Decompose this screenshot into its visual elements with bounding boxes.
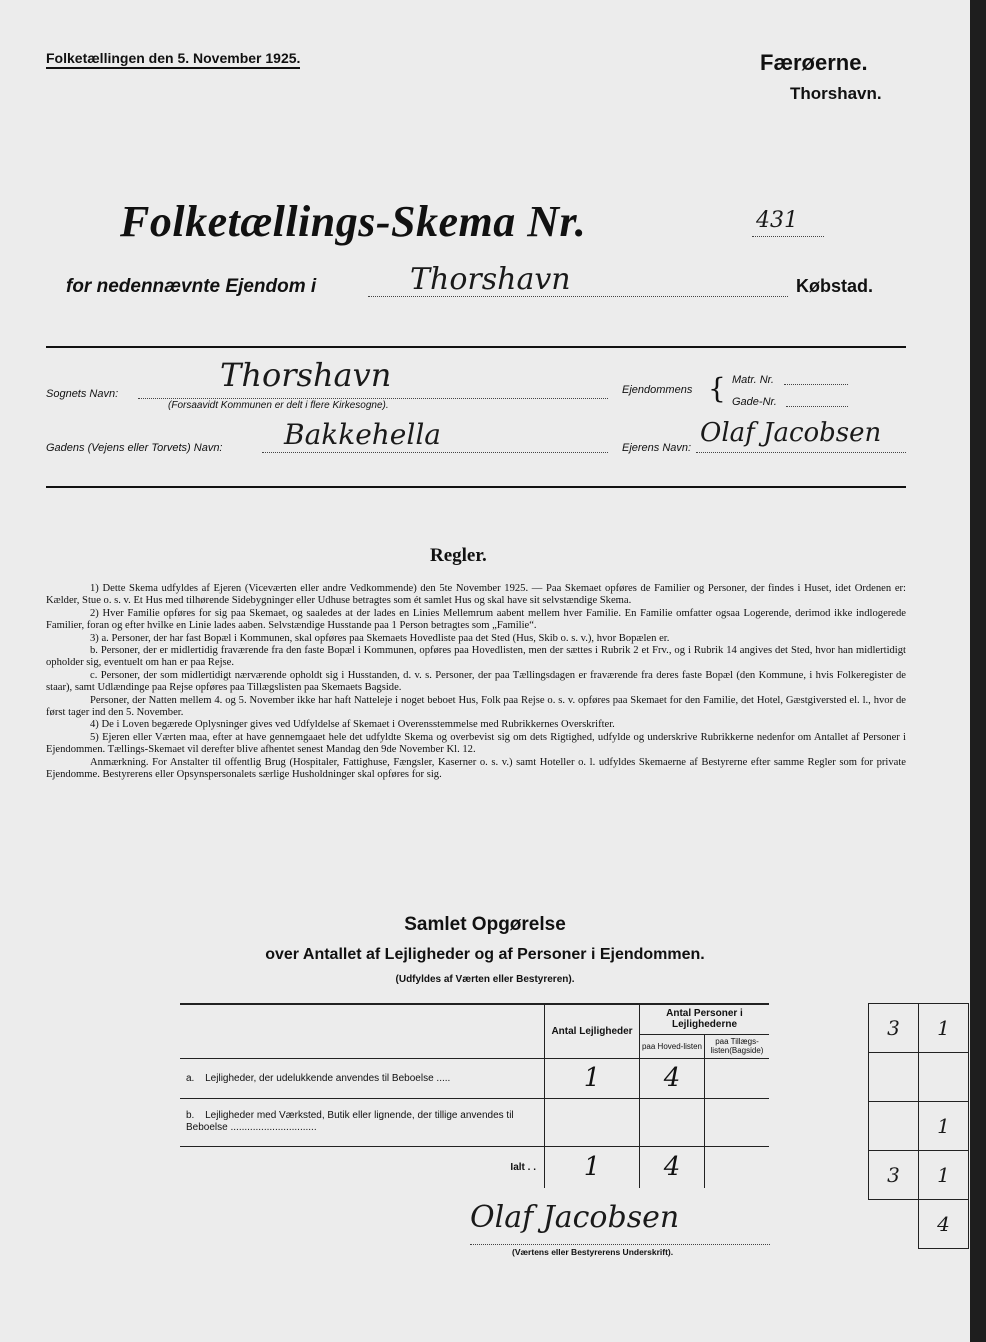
tally-cell: 1	[919, 1102, 969, 1151]
table-row	[180, 1098, 769, 1146]
tally-cell	[869, 1102, 919, 1151]
regler-paragraph: 1) Dette Skema udfyldes af Ejeren (Viceværten eller andre Vedkommende) den 5te November 1925. — Paa Skemaet opføres de Familier og Personer, der findes i Huset, idet Ordenen er: Kælder, Stue o. s. v. Et Hus med tilhørende Sidebygninger eller Udhuse betragtes som ét samlet Hus og skal have sit selvstændige Skema.	[46, 583, 906, 607]
table-row	[869, 1053, 969, 1102]
form-number: 431	[756, 208, 798, 233]
ialt-label: Ialt	[510, 1161, 525, 1173]
regler-paragraph: Anmærkning. For Anstalter til offentlig Brug (Hospitaler, Fattighuse, Fængsler, Kaserner o. s. v.) samt Hoteller o. l. udfyldes Skemaerne af Bestyrerne efter samme Regler som for private Ejendomme. Bestyrerens eller Opsynspersonalets særlige Husholdninger skal opføres for sig.	[46, 756, 906, 781]
ejer-line	[696, 452, 906, 453]
town-heading: Thorshavn.	[790, 84, 882, 103]
row-b-label: Lejligheder med Værksted, Butik eller lignende, der tillige anvendes til Beboelse	[186, 1110, 514, 1133]
row-b-lejligheder	[545, 1098, 640, 1146]
regler-paragraph: 3) a. Personer, der har fast Bopæl i Kommunen, skal opføres paa Skemaets Hovedliste paa det Sted (Hus, Skib o. s. v.), hvor Bopælen er.	[90, 632, 670, 644]
regler-text	[46, 583, 906, 782]
row-b-letter: b.	[186, 1110, 195, 1121]
row-b-label-cell	[180, 1098, 545, 1146]
matr-line	[784, 384, 848, 385]
summary-note: (Udfyldes af Værten eller Bestyreren).	[395, 974, 575, 985]
place-handwritten: Thorshavn	[410, 262, 571, 297]
ejendom-label: Ejendommens	[622, 384, 693, 396]
table-row	[869, 1200, 969, 1249]
row-a-lejligheder: 1	[545, 1058, 640, 1098]
table-row	[180, 1058, 769, 1098]
tally-cell: 1	[919, 1004, 969, 1053]
gade-nr-label: Gade-Nr.	[732, 396, 777, 408]
regler-paragraph: Personer, der Natten mellem 4. og 5. November ikke har haft Natteleje i noget beboet Hus, Folk paa Rejse o. s. v. opføres paa Skemaet for den Familie, det Hotel, Gæstgiversted el. l., hvor de først tager ind den 5. November.	[46, 694, 906, 719]
signature-caption: (Værtens eller Bestyrerens Underskrift).	[512, 1247, 674, 1257]
matr-label: Matr. Nr.	[732, 374, 774, 386]
region-heading: Færøerne.	[760, 50, 868, 75]
row-a-hoved: 4	[640, 1058, 705, 1098]
tally-cell: 4	[919, 1200, 969, 1249]
col-personer-header: Antal Personer i Lejlighederne	[640, 1004, 770, 1034]
census-date-line: Folketællingen den 5. November 1925.	[46, 50, 300, 69]
ejer-label: Ejerens Navn:	[622, 442, 692, 454]
ejendom-brace-icon: {	[708, 372, 726, 405]
row-a-label: Lejligheder, der udelukkende anvendes til Beboelse	[205, 1072, 434, 1084]
regler-paragraph: 4) De i Loven begærede Oplysninger gives ved Udfyldelse af Skemaet i Overensstemmelse med Rubrikkernes Overskrifter.	[90, 719, 615, 731]
tally-cell	[919, 1053, 969, 1102]
tally-cell	[869, 1053, 919, 1102]
signature: Olaf Jacobsen	[470, 1200, 680, 1235]
sogn-note: (Forsaavidt Kommunen er delt i flere Kirkesogne).	[168, 400, 389, 411]
summary-subtitle: over Antallet af Lejligheder og af Personer i Ejendommen.	[265, 946, 705, 963]
tally-cell	[869, 1200, 919, 1249]
sogn-value: Thorshavn	[220, 356, 392, 394]
row-a-dots: .....	[436, 1072, 451, 1084]
row-a-label-cell	[180, 1058, 545, 1098]
page-edge	[970, 0, 986, 1342]
form-title-text: Folketællings-Skema Nr.	[120, 197, 587, 246]
gade-nr-line	[786, 406, 848, 407]
row-b-dots: ...............................	[230, 1122, 317, 1133]
fields-divider	[46, 486, 906, 488]
row-b-hoved	[640, 1098, 705, 1146]
form-title	[120, 196, 586, 247]
table-row	[869, 1004, 969, 1053]
regler-paragraph: c. Personer, der som midlertidigt nærværende opholdt sig i Husstanden, d. v. s. Personer, der paa Tællingsdagen er fraværende fra deres faste Bopæl (den Kommune, i hvis Folkeregister de staar), samt Udlændinge paa Rejse opføres paa Tillægslisten paa Skemaets Bagside.	[46, 669, 906, 694]
col-hoved-header: paa Hoved-listen	[640, 1034, 705, 1058]
col-lejligheder-header: Antal Lejligheder	[545, 1004, 640, 1058]
summary-title: Samlet Opgørelse	[404, 914, 566, 935]
row-b-tillaeg	[705, 1098, 770, 1146]
row-a-tillaeg	[705, 1058, 770, 1098]
ialt-lejligheder: 1	[545, 1146, 640, 1188]
place-line	[368, 296, 788, 297]
tally-cell: 3	[869, 1151, 919, 1200]
gade-value: Bakkehella	[284, 418, 441, 451]
kobstad-label: Købstad.	[796, 276, 874, 296]
regler-title: Regler.	[430, 545, 487, 566]
tally-cell: 1	[919, 1151, 969, 1200]
regler-paragraph: 5) Ejeren eller Værten maa, efter at have gennemgaaet hele det udfyldte Skema og overbevist sig om dets Rigtighed, udfylde og underskrive Rubrikkerne nedenfor om Antallet af Personer i Ejendommen. Tællings-Skemaet vil derefter blive afhentet senest Mandag den 9de November Kl. 12.	[46, 731, 906, 756]
form-number-line	[752, 236, 824, 237]
col-tillaeg-header: paa Tillægs-listen(Bagside)	[705, 1034, 770, 1058]
ialt-tillaeg	[705, 1146, 770, 1188]
table-row	[869, 1151, 969, 1200]
ialt-hoved: 4	[640, 1146, 705, 1188]
row-a-letter: a.	[186, 1072, 195, 1084]
regler-paragraph: 2) Hver Familie opføres for sig paa Skemaet, og saaledes at der lades en Linies Mellemrum aabent mellem hver Familie. En Familie omfatter ogsaa Logerende, derimod ikke indlogerede Familier, foran og efter hvilke en Linie lades aaben. Selvstændige Husstande paa 1 Person betragtes som „Familie“.	[46, 607, 906, 632]
regler-paragraph: b. Personer, der er midlertidig fraværende fra den faste Bopæl i Kommunen, opføres paa Hovedlisten, men der sættes i Rubrik 2 et Frv., og i Rubrik 14 angives det Sted, hvor han midlertidigt opholder sig, eventuelt om han er paa Rejse.	[46, 645, 906, 669]
gade-label: Gadens (Vejens eller Torvets) Navn:	[46, 442, 223, 454]
signature-line	[470, 1244, 770, 1245]
table-row	[180, 1146, 769, 1188]
table-row	[869, 1102, 969, 1151]
summary-header-blank	[180, 1004, 545, 1058]
tally-cell: 3	[869, 1004, 919, 1053]
sogn-line	[138, 398, 608, 399]
top-divider	[46, 346, 906, 348]
gade-line	[262, 452, 608, 453]
form-subtitle: for nedennævnte Ejendom i	[66, 276, 317, 297]
sogn-label: Sognets Navn:	[46, 388, 119, 400]
summary-table	[180, 1003, 769, 1188]
ialt-label-cell: Ialt . .	[180, 1146, 545, 1188]
ejer-value: Olaf Jacobsen	[700, 418, 882, 448]
side-tally-table	[868, 1003, 969, 1249]
